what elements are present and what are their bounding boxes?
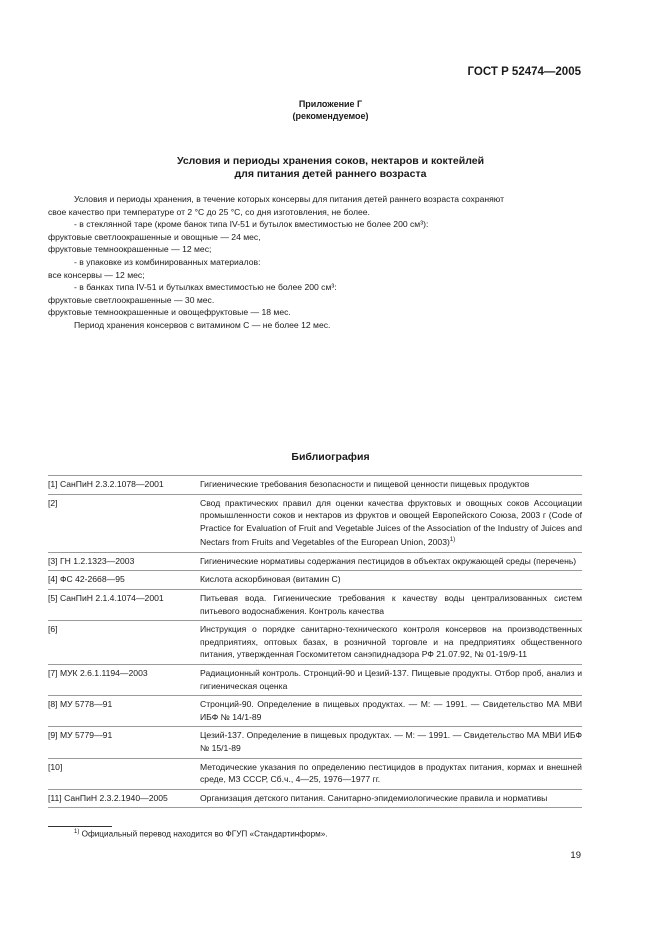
bibliography-code: [1] СанПиН 2.3.2.1078—2001 xyxy=(48,479,164,489)
footnote xyxy=(74,829,328,839)
body-line: - в стеклянной таре (кроме банок типа IV-51 и бутылок вместимостью не более 200 см³): xyxy=(74,219,429,230)
bibliography-text: Стронций-90. Определение в пищевых продуктах. — М: — 1991. — Свидетельство МА МВИ ИБФ № 14/1-89 xyxy=(200,699,582,722)
bibliography-text: Кислота аскорбиновая (витамин С) xyxy=(200,574,341,585)
footnote-reference: 1) xyxy=(449,537,456,544)
bibliography-table xyxy=(48,475,582,808)
bibliography-code: [5] СанПиН 2.1.4.1074—2001 xyxy=(48,593,164,604)
body-line: фруктовые светлоокрашенные и овощные — 24 мес, xyxy=(48,231,261,242)
body-line: - в банках типа IV-51 и бутылках вместимостью не более 200 см³: xyxy=(74,282,337,293)
footnote-mark: 1) xyxy=(74,829,80,835)
body-line: фруктовые темноокрашенные — 12 мес; xyxy=(48,244,212,255)
bibliography-entry xyxy=(48,590,582,621)
bibliography-code: [7] МУК 2.6.1.1194—2003 xyxy=(48,667,148,678)
body-line: Период хранения консервов с витамином С — не более 12 мес. xyxy=(74,319,331,330)
bibliography-text: Гигиенические требования безопасности и пищевой ценности пищевых продуктов xyxy=(200,479,530,489)
footnote-divider xyxy=(48,826,112,827)
section-body xyxy=(48,193,582,332)
footnote-text: Официальный перевод находится во ФГУП «Стандартинформ». xyxy=(81,829,328,839)
body-line: фруктовые темноокрашенные и овощефруктовые — 18 мес. xyxy=(48,307,291,318)
bibliography-text: Инструкция о порядке санитарно-технического контроля консервов на производственных предприятиях, оптовых базах, в розничной торговле и на предприятиях общественного питания, утвержденная Госкомитетом санэпиднадзора РФ 21.07.92, № 01-19/9-11 xyxy=(200,624,582,660)
bibliography-code: [8] МУ 5778—91 xyxy=(48,699,113,710)
bibliography-entry xyxy=(48,665,582,696)
bibliography-text: Цезий-137. Определение в пищевых продуктах. — М: — 1991. — Свидетельство МА МВИ ИБФ № 15/1-89 xyxy=(200,730,582,753)
bibliography-code: [6] xyxy=(48,624,58,635)
bibliography-text: Радиационный контроль. Стронций-90 и Цезий-137. Пищевые продукты. Отбор проб, анализ и гигиеническая оценка xyxy=(200,667,582,691)
body-line: свое качество при температуре от 2 °С до 25 °С, со дня изготовления, не более. xyxy=(48,206,370,217)
bibliography-entry xyxy=(48,495,582,553)
body-line: фруктовые светлоокрашенные — 30 мес. xyxy=(48,294,215,305)
bibliography-code: [10] xyxy=(48,761,63,772)
page-number: 19 xyxy=(570,850,581,861)
annex-title: Приложение Г xyxy=(298,99,363,109)
annex-heading xyxy=(0,98,661,122)
bibliography-entry xyxy=(48,790,582,809)
bibliography-text: Методические указания по определению пестицидов в продуктах питания, кормах и внешней среде, МЗ СССР, Сб.ч., 4—25, 1976—1977 гг. xyxy=(200,761,582,785)
bibliography-title: Библиография xyxy=(291,451,370,463)
annex-subtitle: (рекомендуемое) xyxy=(292,111,369,121)
bibliography-entry xyxy=(48,621,582,665)
bibliography-entry xyxy=(48,553,582,572)
bibliography-text: Питьевая вода. Гигиенические требования к качеству воды централизованных систем питьевого водоснабжения. Контроль качества xyxy=(200,593,582,616)
bibliography-code: [4] ФС 42-2668—95 xyxy=(48,574,125,585)
bibliography-text: Гигиенические нормативы содержания пестицидов в объектах окружающей среды (перечень) xyxy=(200,555,577,566)
section-title xyxy=(0,155,661,181)
bibliography-code: [11] СанПиН 2.3.2.1940—2005 xyxy=(48,792,168,803)
bibliography-entry xyxy=(48,571,582,590)
standard-code: ГОСТ Р 52474—2005 xyxy=(467,66,581,78)
bibliography-code: [9] МУ 5779—91 xyxy=(48,730,113,741)
bibliography-entry xyxy=(48,727,582,758)
bibliography-text: Свод практических правил для оценки качества фруктовых и овощных соков Ассоциации промышленности соков и нектаров из фруктов и овощей Европейского Союза, 2003 г (Code of Practice for Evaluation of Fruit and Vegetable Juices of the Association of the Industry of Juices and Nectars from Fruits and Vegetables of the European Union, 2003) xyxy=(200,497,582,548)
bibliography-code: [2] xyxy=(48,497,58,508)
bibliography-code: [3] ГН 1.2.1323—2003 xyxy=(48,555,135,566)
bibliography-text-with-footnote xyxy=(200,497,582,549)
section-title-line-1: Условия и периоды хранения соков, нектаров и коктейлей xyxy=(176,155,485,167)
body-line: - в упаковке из комбинированных материалов: xyxy=(74,256,261,267)
bibliography-entry xyxy=(48,475,582,495)
bibliography-entry xyxy=(48,696,582,727)
section-title-line-2: для питания детей раннего возраста xyxy=(234,168,427,180)
body-line: Условия и периоды хранения, в течение которых консервы для питания детей раннего возраста сохраняют xyxy=(74,194,505,204)
body-line: все консервы — 12 мес; xyxy=(48,269,145,280)
bibliography-entry xyxy=(48,759,582,790)
bibliography-text: Организация детского питания. Санитарно-эпидемиологические правила и нормативы xyxy=(200,792,548,803)
